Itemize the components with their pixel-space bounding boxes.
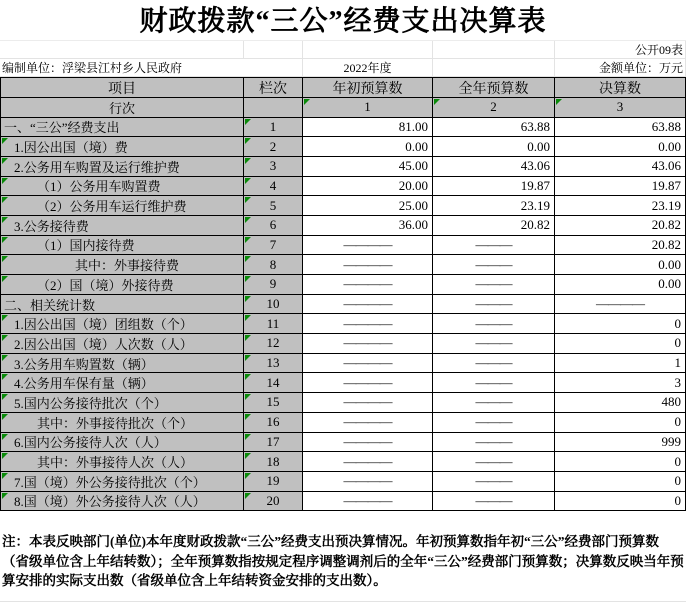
project-cell[interactable]: 二、相关统计数 <box>1 295 244 315</box>
full-year-budget-cell[interactable]: 0.00 <box>433 137 555 157</box>
line-no-cell[interactable]: 12 <box>244 334 303 354</box>
table-row <box>1 492 686 512</box>
final-accounts-cell[interactable]: 999 <box>555 433 686 453</box>
project-cell[interactable]: （2）国（境）外接待费 <box>1 275 244 295</box>
line-no-cell[interactable]: 13 <box>244 354 303 374</box>
final-accounts-cell[interactable]: 0 <box>555 413 686 433</box>
compiling-unit-label: 编制单位：浮梁县江村乡人民政府 <box>0 59 303 77</box>
final-accounts-cell[interactable]: 0 <box>555 492 686 512</box>
initial-budget-cell[interactable]: ———— <box>303 295 433 315</box>
line-no-cell[interactable]: 19 <box>244 472 303 492</box>
full-year-budget-cell[interactable]: ——— <box>433 354 555 374</box>
final-accounts-cell[interactable]: 480 <box>555 393 686 413</box>
table-row <box>1 275 686 295</box>
line-no-cell[interactable]: 17 <box>244 433 303 453</box>
table-row <box>1 177 686 197</box>
line-no-cell[interactable]: 18 <box>244 452 303 472</box>
initial-budget-cell[interactable]: ———— <box>303 452 433 472</box>
meta-spacer <box>0 41 244 59</box>
line-no-cell[interactable]: 15 <box>244 393 303 413</box>
project-cell[interactable]: 其中：外事接待费 <box>1 255 244 275</box>
final-accounts-cell[interactable]: 43.06 <box>555 157 686 177</box>
final-accounts-cell[interactable]: 0 <box>555 334 686 354</box>
project-cell[interactable]: 1.因公出国（境）费 <box>1 137 244 157</box>
table-row <box>1 314 686 334</box>
table-row <box>1 472 686 492</box>
meta-spacer <box>433 59 555 77</box>
project-cell[interactable]: 其中：外事接待批次（个） <box>1 413 244 433</box>
initial-budget-cell[interactable]: ———— <box>303 275 433 295</box>
full-year-budget-cell[interactable]: 43.06 <box>433 157 555 177</box>
table-row <box>1 373 686 393</box>
meta-spacer <box>303 41 433 59</box>
final-accounts-cell[interactable]: 63.88 <box>555 118 686 138</box>
table-row <box>1 137 686 157</box>
final-accounts-cell[interactable]: 0 <box>555 452 686 472</box>
final-accounts-cell[interactable]: 23.19 <box>555 196 686 216</box>
full-year-budget-cell[interactable]: ——— <box>433 236 555 256</box>
full-year-budget-cell[interactable]: ——— <box>433 373 555 393</box>
initial-budget-cell[interactable]: 36.00 <box>303 216 433 236</box>
project-cell[interactable]: 7.国（境）外公务接待批次（个） <box>1 472 244 492</box>
initial-budget-cell[interactable]: 25.00 <box>303 196 433 216</box>
final-accounts-cell[interactable]: 0.00 <box>555 255 686 275</box>
header-full-year-budget[interactable]: 全年预算数 <box>433 78 555 98</box>
project-cell[interactable]: 2.因公出国（境）人次数（人） <box>1 334 244 354</box>
table-header-row <box>1 78 686 98</box>
full-year-budget-cell[interactable]: ——— <box>433 413 555 433</box>
final-accounts-cell[interactable]: 1 <box>555 354 686 374</box>
expense-table <box>0 77 686 511</box>
line-no-cell[interactable]: 1 <box>244 118 303 138</box>
col-index-cell[interactable]: 2 <box>433 98 555 118</box>
year-label: 2022年度 <box>303 59 433 77</box>
full-year-budget-cell[interactable]: ——— <box>433 452 555 472</box>
final-accounts-cell[interactable]: 20.82 <box>555 216 686 236</box>
full-year-budget-cell[interactable]: 23.19 <box>433 196 555 216</box>
initial-budget-cell[interactable]: ———— <box>303 314 433 334</box>
initial-budget-cell[interactable]: ———— <box>303 334 433 354</box>
line-no-header[interactable]: 行次 <box>1 98 244 118</box>
initial-budget-cell[interactable]: 20.00 <box>303 177 433 197</box>
full-year-budget-cell[interactable]: 19.87 <box>433 177 555 197</box>
line-no-cell[interactable]: 6 <box>244 216 303 236</box>
table-row <box>1 157 686 177</box>
full-year-budget-cell[interactable]: 63.88 <box>433 118 555 138</box>
line-no-cell[interactable]: 5 <box>244 196 303 216</box>
meta-row-unit <box>0 59 686 77</box>
full-year-budget-cell[interactable]: ——— <box>433 255 555 275</box>
full-year-budget-cell[interactable]: ——— <box>433 295 555 315</box>
project-cell[interactable]: （1）公务用车购置费 <box>1 177 244 197</box>
col-index-cell[interactable]: 3 <box>555 98 686 118</box>
sheet-number-label: 公开09表 <box>555 41 686 59</box>
footnote: 注：本表反映部门(单位)本年度财政拨款“三公”经费支出预决算情况。年初预算数指年初“三公”经费部门预算数（省级单位含上年结转数）；全年预算数指按规定程序调整调剂后的全年“三公”经费部门预算数；决算数反映当年预算安排的实际支出数（省级单位含上年结转资金安排的支出数）。 <box>2 534 684 589</box>
initial-budget-cell[interactable]: ———— <box>303 492 433 512</box>
project-cell[interactable]: 5.国内公务接待批次（个） <box>1 393 244 413</box>
initial-budget-cell[interactable]: ———— <box>303 236 433 256</box>
line-no-cell[interactable]: 20 <box>244 492 303 512</box>
amount-unit-label: 金额单位：万元 <box>555 59 686 77</box>
line-no-blank-cell[interactable] <box>244 98 303 118</box>
table-body <box>1 118 686 512</box>
line-no-cell[interactable]: 11 <box>244 314 303 334</box>
header-final-accounts[interactable]: 决算数 <box>555 78 686 98</box>
project-cell[interactable]: 3.公务用车购置数（辆） <box>1 354 244 374</box>
initial-budget-cell[interactable]: ———— <box>303 354 433 374</box>
table-row <box>1 216 686 236</box>
final-accounts-cell[interactable]: 0 <box>555 314 686 334</box>
final-accounts-cell[interactable]: 3 <box>555 373 686 393</box>
table-row <box>1 118 686 138</box>
line-no-cell[interactable]: 4 <box>244 177 303 197</box>
full-year-budget-cell[interactable]: ——— <box>433 393 555 413</box>
line-no-cell[interactable]: 10 <box>244 295 303 315</box>
initial-budget-cell[interactable]: 0.00 <box>303 137 433 157</box>
project-cell[interactable]: 4.公务用车保有量（辆） <box>1 373 244 393</box>
meta-spacer <box>433 41 555 59</box>
full-year-budget-cell[interactable]: ——— <box>433 275 555 295</box>
table-row <box>1 393 686 413</box>
header-column-no[interactable]: 栏次 <box>244 78 303 98</box>
line-no-cell[interactable]: 8 <box>244 255 303 275</box>
project-cell[interactable]: 1.因公出国（境）团组数（个） <box>1 314 244 334</box>
initial-budget-cell[interactable]: 45.00 <box>303 157 433 177</box>
initial-budget-cell[interactable]: ———— <box>303 413 433 433</box>
final-accounts-cell[interactable]: 0 <box>555 472 686 492</box>
full-year-budget-cell[interactable]: ——— <box>433 492 555 512</box>
line-number-row <box>1 98 686 118</box>
final-accounts-cell[interactable]: 20.82 <box>555 236 686 256</box>
meta-row-sheet <box>0 40 686 59</box>
table-row <box>1 196 686 216</box>
table-row <box>1 295 686 315</box>
line-no-cell[interactable]: 3 <box>244 157 303 177</box>
table-row <box>1 452 686 472</box>
bottom-gridline <box>0 601 686 602</box>
project-cell[interactable]: （2）公务用车运行维护费 <box>1 196 244 216</box>
final-accounts-cell[interactable]: 19.87 <box>555 177 686 197</box>
final-accounts-cell[interactable]: 0.00 <box>555 137 686 157</box>
line-no-cell[interactable]: 7 <box>244 236 303 256</box>
line-no-cell[interactable]: 16 <box>244 413 303 433</box>
project-cell[interactable]: 3.公务接待费 <box>1 216 244 236</box>
full-year-budget-cell[interactable]: 20.82 <box>433 216 555 236</box>
initial-budget-cell[interactable]: ———— <box>303 393 433 413</box>
full-year-budget-cell[interactable]: ——— <box>433 433 555 453</box>
full-year-budget-cell[interactable]: ——— <box>433 472 555 492</box>
initial-budget-cell[interactable]: ———— <box>303 373 433 393</box>
table-row <box>1 413 686 433</box>
meta-spacer <box>244 41 303 59</box>
line-no-cell[interactable]: 2 <box>244 137 303 157</box>
table-row <box>1 354 686 374</box>
project-cell[interactable]: 2.公务用车购置及运行维护费 <box>1 157 244 177</box>
initial-budget-cell[interactable]: ———— <box>303 433 433 453</box>
line-no-cell[interactable]: 9 <box>244 275 303 295</box>
initial-budget-cell[interactable]: 81.00 <box>303 118 433 138</box>
full-year-budget-cell[interactable]: ——— <box>433 334 555 354</box>
page-title: 财政拨款“三公”经费支出决算表 <box>139 6 547 37</box>
col-index-cell[interactable]: 1 <box>303 98 433 118</box>
header-initial-budget[interactable]: 年初预算数 <box>303 78 433 98</box>
final-accounts-cell[interactable]: 0.00 <box>555 275 686 295</box>
table-row <box>1 236 686 256</box>
project-cell[interactable]: 6.国内公务接待人次（人） <box>1 433 244 453</box>
project-cell[interactable]: 其中：外事接待人次（人） <box>1 452 244 472</box>
project-cell[interactable]: 8.国（境）外公务接待人次（人） <box>1 492 244 512</box>
table-row <box>1 255 686 275</box>
full-year-budget-cell[interactable]: ——— <box>433 314 555 334</box>
initial-budget-cell[interactable]: ———— <box>303 472 433 492</box>
project-cell[interactable]: （1）国内接待费 <box>1 236 244 256</box>
line-no-cell[interactable]: 14 <box>244 373 303 393</box>
project-cell[interactable]: 一、“三公”经费支出 <box>1 118 244 138</box>
final-accounts-cell[interactable]: ———— <box>555 295 686 315</box>
table-row <box>1 433 686 453</box>
initial-budget-cell[interactable]: ———— <box>303 255 433 275</box>
header-project[interactable]: 项目 <box>1 78 244 98</box>
table-row <box>1 334 686 354</box>
